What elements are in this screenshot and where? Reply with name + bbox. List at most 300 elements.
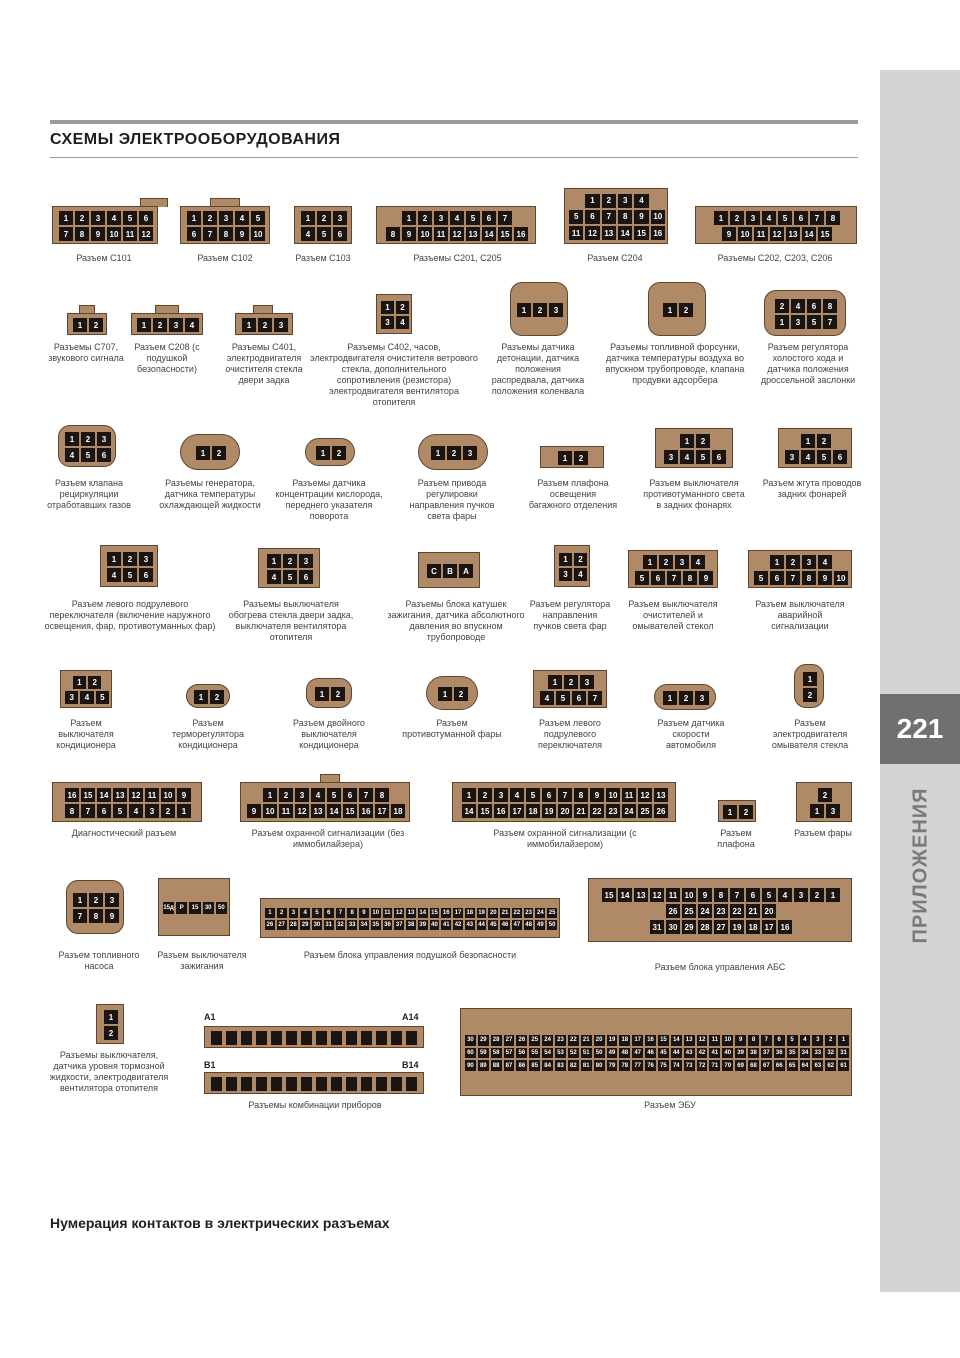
pin-20: 20 xyxy=(489,910,497,917)
pin-4: 4 xyxy=(510,788,524,802)
pin-3: 3 xyxy=(802,555,816,569)
instrument-slot xyxy=(391,1031,402,1045)
instrument-slot xyxy=(331,1077,342,1091)
pin-2: 2 xyxy=(210,690,224,704)
pin-9: 9 xyxy=(634,210,648,224)
pin-13: 13 xyxy=(466,227,480,241)
pin-34: 34 xyxy=(360,921,368,928)
connector-label-knock: Разъемы датчика детонации, датчика положения распредвала, датчика положения коленвала xyxy=(491,342,585,396)
pin-3: 3 xyxy=(299,554,313,568)
pin-2: 2 xyxy=(564,675,578,689)
pin-4: 4 xyxy=(574,568,587,581)
pin-2: 2 xyxy=(89,318,103,332)
pin-13: 13 xyxy=(684,1035,695,1046)
pin-24: 24 xyxy=(542,1035,553,1046)
connector-label-rear_defrost: Разъем электродвигателя омывателя стекла xyxy=(771,718,849,750)
pin-20: 20 xyxy=(762,904,776,918)
pin-65: 65 xyxy=(787,1060,798,1071)
pin-32: 32 xyxy=(337,921,344,928)
pin-21: 21 xyxy=(746,904,760,918)
pin-17: 17 xyxy=(762,920,776,934)
pin-33: 33 xyxy=(348,921,356,928)
pin-18: 18 xyxy=(526,804,540,818)
pin-19: 19 xyxy=(478,910,485,917)
pin-21: 21 xyxy=(574,804,588,818)
pin-40: 40 xyxy=(722,1048,733,1059)
pin-3: 3 xyxy=(145,804,159,818)
pin-26: 26 xyxy=(266,921,274,928)
pin-12: 12 xyxy=(450,227,464,241)
pin-5: 5 xyxy=(817,450,831,464)
instrument-slot xyxy=(241,1031,252,1045)
pin-2: 2 xyxy=(81,432,95,446)
pin-1: 1 xyxy=(714,211,728,225)
pin-42: 42 xyxy=(454,921,462,928)
pin-marker-A14: A14 xyxy=(402,1012,419,1022)
pin-13: 13 xyxy=(654,788,668,802)
pin-7: 7 xyxy=(81,804,95,818)
pin-29: 29 xyxy=(478,1035,489,1046)
pin-24: 24 xyxy=(622,804,636,818)
pin-2: 2 xyxy=(331,687,345,701)
connector-beam_reg xyxy=(554,545,590,587)
pin-7: 7 xyxy=(823,315,837,329)
pin-1: 1 xyxy=(826,888,840,902)
pin-47: 47 xyxy=(513,921,521,928)
pin-3: 3 xyxy=(794,888,808,902)
connector-c201 xyxy=(376,206,536,244)
pin-39: 39 xyxy=(735,1048,746,1059)
pin-1: 1 xyxy=(680,434,694,448)
connector-label-abs: Разъем блока управления АБС xyxy=(654,962,786,972)
pin-8: 8 xyxy=(65,804,79,818)
pin-20: 20 xyxy=(558,804,572,818)
pin-5: 5 xyxy=(283,570,297,584)
instrument-slot xyxy=(391,1077,402,1091)
pin-5: 5 xyxy=(787,1035,798,1046)
pin-4: 4 xyxy=(267,570,281,584)
pin-4: 4 xyxy=(65,448,79,462)
pin-7: 7 xyxy=(730,888,744,902)
pin-3: 3 xyxy=(274,318,288,332)
pin-41: 41 xyxy=(709,1048,720,1059)
pin-8: 8 xyxy=(219,227,233,241)
pin-62: 62 xyxy=(825,1060,836,1071)
connector-airbag xyxy=(260,898,560,938)
pin-1: 1 xyxy=(431,446,445,460)
pin-27: 27 xyxy=(714,920,728,934)
title-rule xyxy=(50,157,858,158)
pin-6: 6 xyxy=(542,788,556,802)
pin-9: 9 xyxy=(735,1035,746,1046)
pin-49: 49 xyxy=(607,1048,618,1059)
pin-15: 15 xyxy=(478,804,492,818)
pin-6: 6 xyxy=(343,788,357,802)
pin-21: 21 xyxy=(581,1035,592,1046)
pin-2: 2 xyxy=(104,1026,118,1040)
connector-knock xyxy=(510,282,568,336)
pin-3: 3 xyxy=(289,908,299,918)
connector-hazard_switch xyxy=(748,550,852,588)
pin-7: 7 xyxy=(203,227,217,241)
pin-8: 8 xyxy=(823,299,837,313)
pin-23: 23 xyxy=(606,804,620,818)
pin-25: 25 xyxy=(638,804,652,818)
pin-36: 36 xyxy=(384,921,391,928)
pin-3: 3 xyxy=(812,1035,823,1046)
pin-36: 36 xyxy=(774,1048,785,1059)
connector-c401 xyxy=(235,313,293,335)
instrument-slot xyxy=(211,1031,222,1045)
pin-6: 6 xyxy=(746,888,760,902)
pin-4: 4 xyxy=(778,888,792,902)
pin-1: 1 xyxy=(810,804,824,818)
pin-8: 8 xyxy=(683,571,697,585)
pin-6: 6 xyxy=(97,448,111,462)
pin-84: 84 xyxy=(542,1060,553,1071)
pin-72: 72 xyxy=(697,1060,708,1071)
pin-58: 58 xyxy=(491,1048,502,1059)
pin-15: 15 xyxy=(343,804,357,818)
connector-fog_lamp xyxy=(426,676,478,710)
pin-23: 23 xyxy=(555,1035,566,1046)
pin-2: 2 xyxy=(258,318,272,332)
pin-16: 16 xyxy=(65,788,79,802)
pin-15: 15 xyxy=(189,902,200,913)
pin-5: 5 xyxy=(778,211,792,225)
pin-8: 8 xyxy=(574,788,588,802)
connector-egr xyxy=(58,425,116,467)
pin-16: 16 xyxy=(778,920,792,934)
pin-1: 1 xyxy=(770,555,784,569)
pin-37: 37 xyxy=(395,921,403,928)
pin-3: 3 xyxy=(549,303,563,317)
pin-2: 2 xyxy=(533,303,547,317)
pin-2: 2 xyxy=(447,446,461,460)
connector-label-harness_rear: Разъем жгута проводов задних фонарей xyxy=(762,478,862,499)
pin-45: 45 xyxy=(489,921,497,928)
pin-88: 88 xyxy=(491,1060,502,1071)
connector-label-alarm_no_immo: Разъем охранной сигнализации (без иммобилайзера) xyxy=(251,828,405,849)
pin-48: 48 xyxy=(525,921,532,928)
pin-7: 7 xyxy=(667,571,681,585)
pin-26: 26 xyxy=(666,904,680,918)
instrument-slot xyxy=(271,1031,282,1045)
pin-11: 11 xyxy=(123,227,137,241)
pin-1: 1 xyxy=(104,1010,118,1024)
pin-38: 38 xyxy=(407,921,415,928)
instrument-slot xyxy=(271,1077,282,1091)
connector-headlamp xyxy=(796,782,852,822)
pin-5: 5 xyxy=(526,788,540,802)
pin-11: 11 xyxy=(666,888,680,902)
instrument-slot xyxy=(241,1077,252,1091)
pin-23: 23 xyxy=(525,910,532,917)
pin-4: 4 xyxy=(680,450,694,464)
pin-1: 1 xyxy=(402,211,416,225)
pin-1: 1 xyxy=(838,1035,849,1046)
connector-c707 xyxy=(67,313,107,335)
page-number: 221 xyxy=(880,694,960,764)
pin-11: 11 xyxy=(434,227,448,241)
connector-ac_switch xyxy=(60,670,112,708)
connector-right_stalk xyxy=(533,670,607,708)
pin-12: 12 xyxy=(697,1035,708,1046)
pin-85: 85 xyxy=(529,1060,540,1071)
pin-12: 12 xyxy=(129,788,143,802)
pin-1: 1 xyxy=(803,672,817,686)
pin-3: 3 xyxy=(785,450,799,464)
pin-9: 9 xyxy=(105,909,119,923)
connector-label-thermo: Разъем терморегулятора кондиционера xyxy=(172,718,244,750)
connector-label-c402: Разъемы С402, часов, электродвигателя очистителя ветрового стекла, дополнительного сопротивления (резистора) электродвигателя вентилятора отопителя xyxy=(310,342,478,407)
pin-B: B xyxy=(443,564,457,578)
pin-9: 9 xyxy=(91,227,105,241)
pin-10: 10 xyxy=(263,804,277,818)
pin-6: 6 xyxy=(333,227,347,241)
pin-3: 3 xyxy=(559,568,572,581)
pin-7: 7 xyxy=(59,227,73,241)
pin-1: 1 xyxy=(73,318,87,332)
pin-86: 86 xyxy=(516,1060,527,1071)
instrument-slot xyxy=(301,1031,312,1045)
pin-4: 4 xyxy=(185,318,199,332)
pin-2: 2 xyxy=(574,553,587,566)
pin-1: 1 xyxy=(263,788,277,802)
pin-25: 25 xyxy=(682,904,696,918)
pin-10: 10 xyxy=(372,910,380,917)
pin-10: 10 xyxy=(606,788,620,802)
pin-63: 63 xyxy=(812,1060,823,1071)
pin-2: 2 xyxy=(89,893,103,907)
pin-2: 2 xyxy=(123,552,137,566)
pin-2: 2 xyxy=(818,788,832,802)
pin-10: 10 xyxy=(722,1035,733,1046)
pin-46: 46 xyxy=(645,1048,656,1059)
pin-3: 3 xyxy=(65,691,78,704)
pin-3: 3 xyxy=(463,446,477,460)
pin-45: 45 xyxy=(658,1048,669,1059)
pin-18: 18 xyxy=(391,804,405,818)
pin-30: 30 xyxy=(666,920,680,934)
pin-6: 6 xyxy=(324,908,334,918)
pin-6: 6 xyxy=(299,570,313,584)
pin-2: 2 xyxy=(679,691,693,705)
connector-c208 xyxy=(131,313,203,335)
connector-label-headlamp_drive: Разъем привода регулировки направления пучков света фары xyxy=(409,478,495,521)
pin-4: 4 xyxy=(634,194,648,208)
pin-3: 3 xyxy=(791,315,805,329)
connector-light_switch xyxy=(100,545,158,587)
pin-2: 2 xyxy=(161,804,175,818)
connector-c101 xyxy=(52,206,158,244)
pin-4: 4 xyxy=(800,1035,811,1046)
pin-4: 4 xyxy=(396,316,409,329)
pin-16: 16 xyxy=(514,227,528,241)
pin-3: 3 xyxy=(826,804,840,818)
instrument-slot xyxy=(376,1031,387,1045)
connector-c402 xyxy=(376,294,412,334)
pin-1: 1 xyxy=(316,446,330,460)
pin-22: 22 xyxy=(513,910,521,917)
pin-1: 1 xyxy=(801,434,815,448)
pin-73: 73 xyxy=(684,1060,695,1071)
pin-2: 2 xyxy=(574,451,588,465)
pin-1: 1 xyxy=(187,211,201,225)
pin-3: 3 xyxy=(695,691,709,705)
pin-68: 68 xyxy=(748,1060,759,1071)
pin-10: 10 xyxy=(161,788,175,802)
instrument-slot xyxy=(316,1031,327,1045)
pin-1: 1 xyxy=(73,676,86,689)
pin-31: 31 xyxy=(838,1048,849,1059)
pin-1: 1 xyxy=(267,554,281,568)
pin-6: 6 xyxy=(97,804,111,818)
instrument-slot xyxy=(406,1077,417,1091)
pin-6: 6 xyxy=(572,691,586,705)
connector-label-beam_reg: Разъем регулятора направления пучков света фар xyxy=(529,599,611,631)
pin-6: 6 xyxy=(585,210,599,224)
pin-7: 7 xyxy=(810,211,824,225)
instrument-slot xyxy=(226,1031,237,1045)
connector-alarm_immo xyxy=(452,782,676,822)
pin-3: 3 xyxy=(580,675,594,689)
pin-10: 10 xyxy=(738,227,752,241)
pin-14: 14 xyxy=(671,1035,682,1046)
pin-5: 5 xyxy=(762,888,776,902)
pin-5: 5 xyxy=(251,211,265,225)
pin-28: 28 xyxy=(491,1035,502,1046)
connector-label-trunk_lamp: Разъем плафона освещения багажного отделения xyxy=(528,478,618,510)
pin-3: 3 xyxy=(494,788,508,802)
pin-64: 64 xyxy=(800,1060,811,1071)
pin-35: 35 xyxy=(787,1048,798,1059)
pin-2: 2 xyxy=(803,688,817,702)
pin-31: 31 xyxy=(650,920,664,934)
pin-3: 3 xyxy=(664,450,678,464)
pin-3: 3 xyxy=(434,211,448,225)
pin-1: 1 xyxy=(301,211,315,225)
connector-label-rear_heat_switch: Разъемы выключателя обогрева стекла двери задка, выключателя вентилятора отопителя xyxy=(228,599,354,642)
pin-11: 11 xyxy=(384,910,391,917)
pin-13: 13 xyxy=(786,227,800,241)
pin-27: 27 xyxy=(278,921,285,928)
pin-8: 8 xyxy=(826,211,840,225)
connector-label-rear_fog_switch: Разъем выключателя противотуманного света в задних фонарях xyxy=(643,478,745,510)
pin-25: 25 xyxy=(529,1035,540,1046)
connector-label-airbag: Разъем блока управления подушкой безопасности xyxy=(303,950,517,960)
pin-87: 87 xyxy=(504,1060,515,1071)
connector-label-coil: Разъемы блока катушек зажигания, датчика абсолютного давления во впускном трубопроводе xyxy=(387,599,525,642)
instrument-row xyxy=(204,1072,424,1094)
pin-6: 6 xyxy=(187,227,201,241)
pin-11: 11 xyxy=(622,788,636,802)
pin-56: 56 xyxy=(516,1048,527,1059)
connector-label-hazard_switch: Разъем выключателя аварийной сигнализации xyxy=(755,599,845,631)
instrument-slot xyxy=(211,1077,222,1091)
pin-3: 3 xyxy=(219,211,233,225)
pin-9: 9 xyxy=(402,227,416,241)
page-title: СХЕМЫ ЭЛЕКТРООБОРУДОВАНИЯ xyxy=(50,131,341,148)
connector-fuel_pump xyxy=(66,880,124,934)
pin-6: 6 xyxy=(482,211,496,225)
connector-rear_defrost xyxy=(794,664,824,708)
connector-label-c208: Разъем С208 (с подушкой безопасности) xyxy=(134,342,200,374)
pin-2: 2 xyxy=(602,194,616,208)
connector-c202 xyxy=(695,206,857,244)
pin-9: 9 xyxy=(359,908,369,918)
pin-12: 12 xyxy=(139,227,153,241)
pin-10: 10 xyxy=(251,227,265,241)
connector-label-iac: Разъем регулятора холостого хода и датчика положения дроссельной заслонки xyxy=(760,342,856,385)
figure-caption: Нумерация контактов в электрических разъемах xyxy=(50,1215,390,1231)
connector-brake_fluid xyxy=(96,1004,124,1044)
pin-1: 1 xyxy=(315,687,329,701)
connector-label-c102: Разъем С102 xyxy=(197,253,253,263)
pin-1: 1 xyxy=(242,318,256,332)
instrument-slot xyxy=(376,1077,387,1091)
pin-6: 6 xyxy=(770,571,784,585)
pin-29: 29 xyxy=(301,921,309,928)
pin-22: 22 xyxy=(590,804,604,818)
pin-30: 30 xyxy=(313,921,321,928)
pin-13: 13 xyxy=(602,226,616,240)
pin-28: 28 xyxy=(698,920,712,934)
pin-3: 3 xyxy=(105,893,119,907)
pin-34: 34 xyxy=(800,1048,811,1059)
pin-5: 5 xyxy=(569,210,583,224)
pin-marker-B1: B1 xyxy=(204,1060,216,1070)
pin-15: 15 xyxy=(634,226,648,240)
connector-label-c201: Разъемы С201, С205 xyxy=(413,253,502,263)
pin-12: 12 xyxy=(770,227,784,241)
pin-18: 18 xyxy=(619,1035,630,1046)
connector-label-ignition_switch: Разъем выключателя зажигания xyxy=(157,950,247,971)
pin-1: 1 xyxy=(438,687,452,701)
pin-14: 14 xyxy=(327,804,341,818)
pin-C: C xyxy=(427,564,441,578)
pin-5: 5 xyxy=(327,788,341,802)
pin-4: 4 xyxy=(818,555,832,569)
pin-14: 14 xyxy=(419,910,427,917)
pin-81: 81 xyxy=(581,1060,592,1071)
pin-3: 3 xyxy=(91,211,105,225)
pin-4: 4 xyxy=(301,227,315,241)
connector-alarm_no_immo xyxy=(240,782,410,822)
pin-2: 2 xyxy=(75,211,89,225)
pin-44: 44 xyxy=(478,921,485,928)
instrument-slot xyxy=(346,1077,357,1091)
pin-2: 2 xyxy=(418,211,432,225)
pin-1: 1 xyxy=(177,804,191,818)
instrument-slot xyxy=(226,1077,237,1091)
pin-7: 7 xyxy=(558,788,572,802)
connector-diag xyxy=(52,782,202,822)
pin-55: 55 xyxy=(529,1048,540,1059)
pin-4: 4 xyxy=(450,211,464,225)
pin-5: 5 xyxy=(635,571,649,585)
connector-c102 xyxy=(180,206,270,244)
pin-8: 8 xyxy=(75,227,89,241)
instrument-slot xyxy=(286,1031,297,1045)
pin-5: 5 xyxy=(312,908,322,918)
pin-4: 4 xyxy=(801,450,815,464)
pin-5: 5 xyxy=(556,691,570,705)
connector-label-ac_switch: Разъем выключателя кондиционера xyxy=(56,718,116,750)
pin-16: 16 xyxy=(442,910,450,917)
pin-3: 3 xyxy=(169,318,183,332)
connector-rear_fog_switch xyxy=(655,428,733,468)
